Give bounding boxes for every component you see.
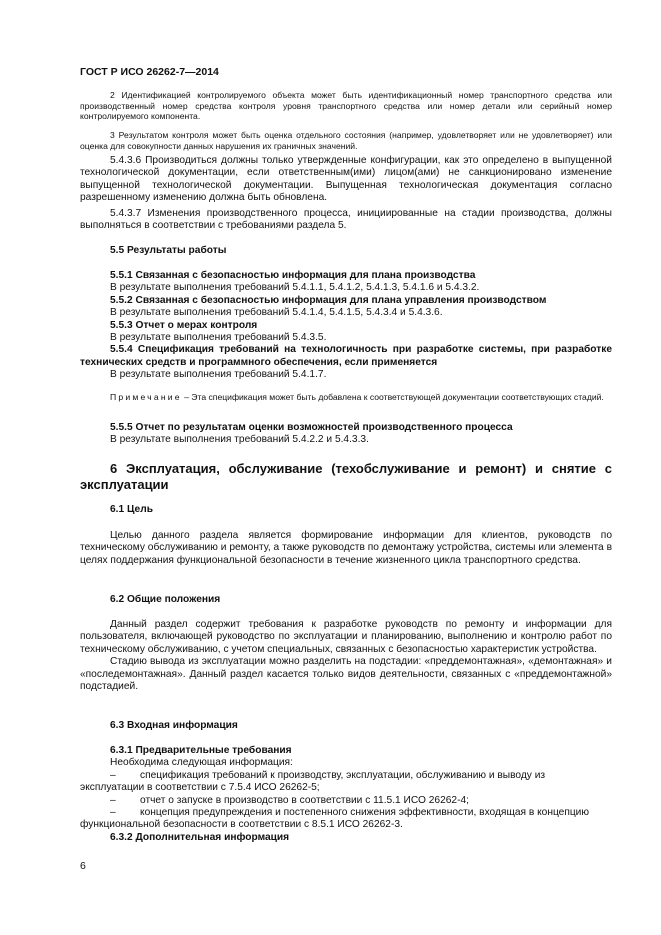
section-5-5-5: 5.5.5 Отчет по результатам оценки возможностей производственного процесса В результате выполнения требований 5.4.2.2 и 5.4.3.3.	[110, 422, 513, 446]
section-6-1-title: 6.1 Цель	[110, 504, 153, 515]
section-6-2-title: 6.2 Общие положения	[110, 594, 221, 605]
list-item: – отчет о запуске в производство в соответствии с 11.5.1 ИСО 26262-4;	[110, 794, 469, 806]
page-number: 6	[80, 860, 86, 872]
list-item: – спецификация требований к производству, эксплуатации, обслуживанию и выводу из эксплуатации в соответствии с 7.5.4 ИСО 26262-5;	[80, 769, 546, 794]
note-5-5-4	[80, 392, 612, 403]
note-label: Примечание	[110, 392, 182, 402]
note-text: – Эта спецификация может быть добавлена к соответствующей документации соответствующих стадий.	[181, 392, 604, 402]
list-dash: –	[110, 769, 116, 781]
note-3: 3 Результатом контроля может быть оценка отдельного состояния (например, удовлетворяет или не удовлетворяет) или оценка для совокупности данных нарушения их граничных значений.	[80, 130, 612, 151]
note-2: 2 Идентификацией контролируемого объекта может быть идентификационный номер транспортного средства или производственный номер средства контроля уровня транспортного средства или номер детали или серийный номер контролируемого компонента.	[80, 90, 612, 122]
section-6-2-text: Данный раздел содержит требования к разработке руководств по ремонту и информации для пользователя, включающей руководство по эксплуатации и планированию, выполнению и контролю работ по техническому обслуживанию, с учетом специальных, связанных с безопасностью характеристик устройства. Стадию вывода из эксплуатации можно разделить на подстадии: «преддемонтажная», «демонтажная» и «последемонтажная». Данный раздел касается только видов деятельности, связанных с «преддемонтажной» подстадией.	[80, 619, 612, 693]
section-5-5-title: 5.5 Результаты работы	[110, 245, 227, 256]
list-dash: –	[110, 807, 116, 819]
list-dash: –	[110, 794, 116, 806]
section-6-3-title: 6.3 Входная информация	[110, 720, 238, 731]
section-6-3-1: 6.3.1 Предварительные требования Необходима следующая информация: – спецификация требований к производству, эксплуатации, обслуживанию и выводу из эксплуатации в соответствии с 7.5.4 ИСО 26262-5; – отчет о запуске в производство в соответствии с 11.5.1 ИСО 26262-4; – концепция предупреждения и постепенного снижения эффективности, входящая в концепцию функциональной безопасности в соответствии с 8.5.1 ИСО 26262-3. 6.3.2 Дополнительная информация	[80, 745, 612, 844]
paragraph-5-4-3-6: 5.4.3.6 Производиться должны только утвержденные конфигурации, как это определено в выпущенной технологической документации, если ответственным(ими) лицом(ами) не санкционировано изменение выпущенной технологической документации. Выпущенная технологическая документация согласно разрешенному изменению должна быть обновлена.	[80, 155, 612, 204]
section-6-1-text: Целью данного раздела является формирование информации для клиентов, руководств по техническому обслуживанию и ремонту, а также руководств по демонтажу устройства, системы или элемента в целях поддержания функциональной безопасности в течение жизненного цикла транспортного средства.	[80, 530, 612, 566]
paragraph-5-4-3-7: 5.4.3.7 Изменения производственного процесса, инициированные на стадии производства, должны выполняться в соответствии с требованиями раздела 5.	[80, 208, 612, 232]
section-6-3-2-title: 6.3.2 Дополнительная информация	[110, 831, 290, 843]
standard-header: ГОСТ Р ИСО 26262-7—2014	[80, 66, 219, 78]
list-item: – концепция предупреждения и постепенного снижения эффективности, входящая в концепцию функциональной безопасности в соответствии с 8.5.1 ИСО 26262-3.	[80, 807, 590, 831]
section-6-title: 6 Эксплуатация, обслуживание (техобслуживание и ремонт) и снятие с эксплуатации	[80, 461, 612, 492]
section-5-5-1: 5.5.1 Связанная с безопасностью информация для плана производства В результате выполнения требований 5.4.1.1, 5.4.1.2, 5.4.1.3, 5.4.1.6 и 5.4.3.2. 5.5.2 Связанная с безопасностью информация для плана управления производством В результате выполнения требований 5.4.1.4, 5.4.1.5, 5.4.3.4 и 5.4.3.6. 5.5.3 Отчет о мерах контроля В результате выполнения требований 5.4.3.5. 5.5.4 Спецификация требований на технологичность при разработке системы, при разработке технических средств и программного обеспечения, если применяется В результате выполнения требований 5.4.1.7.	[80, 270, 612, 381]
